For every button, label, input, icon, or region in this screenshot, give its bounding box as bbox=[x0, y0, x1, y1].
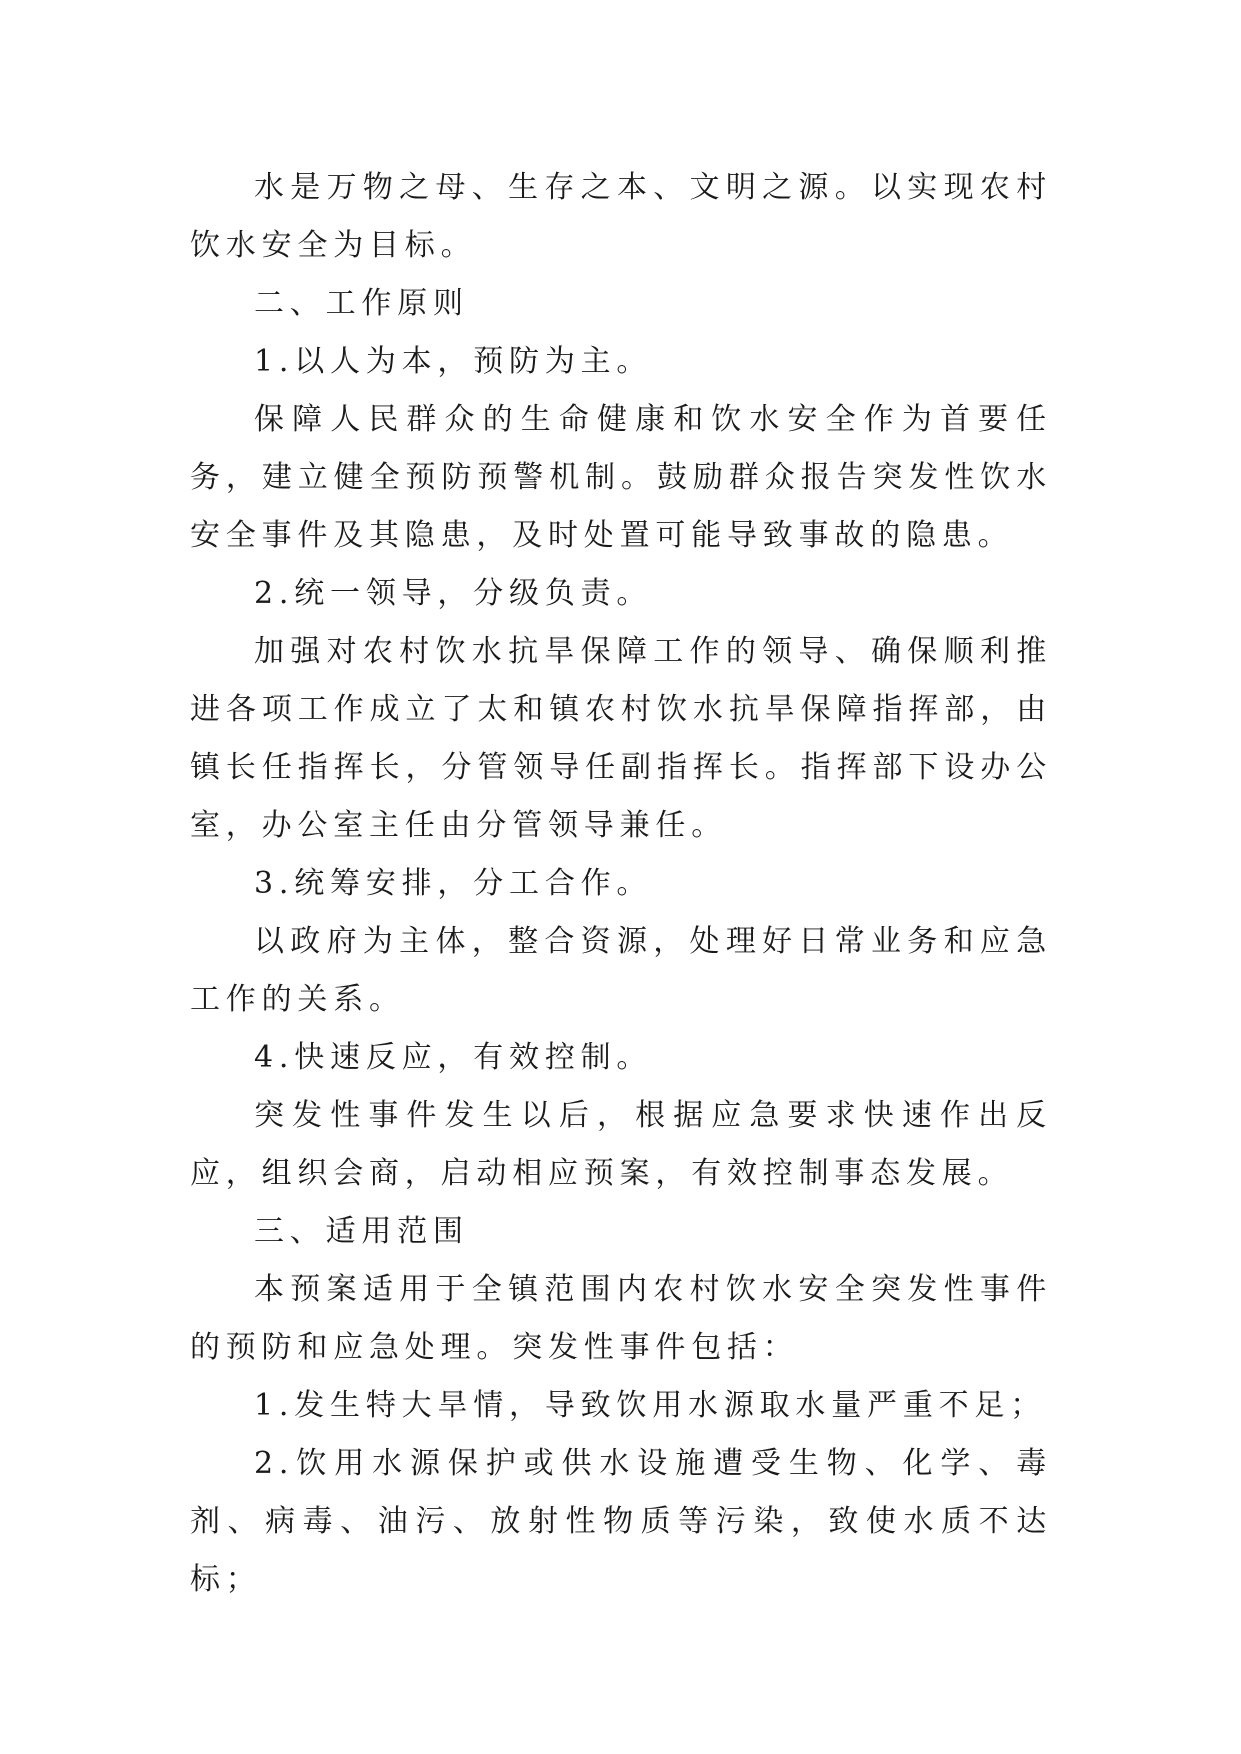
principle-1-body: 保障人民群众的生命健康和饮水安全作为首要任务，建立健全预防预警机制。鼓励群众报告突发性饮水安全事件及其隐患，及时处置可能导致事故的隐患。 bbox=[190, 402, 1052, 553]
document-body bbox=[190, 159, 1052, 1609]
scope-item-1: 1.发生特大旱情，导致饮用水源取水量严重不足； bbox=[254, 1388, 1047, 1423]
principle-4-body: 突发性事件发生以后，根据应急要求快速作出反应，组织会商，启动相应预案，有效控制事态发展。 bbox=[190, 1098, 1052, 1191]
paragraph-intro: 水是万物之母、生存之本、文明之源。以实现农村饮水安全为目标。 bbox=[190, 170, 1052, 263]
principle-2-title: 2.统一领导，分级负责。 bbox=[254, 576, 653, 611]
section-heading-scope: 三、适用范围 bbox=[254, 1214, 469, 1249]
scope-item-2: 2.饮用水源保护或供水设施遭受生物、化学、毒剂、病毒、油污、放射性物质等污染，致使水质不达标； bbox=[190, 1446, 1052, 1597]
principle-1-title: 1.以人为本，预防为主。 bbox=[254, 344, 653, 379]
principle-2-body: 加强对农村饮水抗旱保障工作的领导、确保顺利推进各项工作成立了太和镇农村饮水抗旱保障指挥部，由镇长任指挥长，分管领导任副指挥长。指挥部下设办公室，办公室主任由分管领导兼任。 bbox=[190, 634, 1052, 843]
principle-3-body: 以政府为主体，整合资源，处理好日常业务和应急工作的关系。 bbox=[190, 924, 1052, 1017]
principle-3-title: 3.统筹安排，分工合作。 bbox=[254, 866, 653, 901]
section-heading-principles: 二、工作原则 bbox=[254, 286, 469, 321]
principle-4-title: 4.快速反应，有效控制。 bbox=[254, 1040, 653, 1075]
scope-body: 本预案适用于全镇范围内农村饮水安全突发性事件的预防和应急处理。突发性事件包括： bbox=[190, 1272, 1052, 1365]
